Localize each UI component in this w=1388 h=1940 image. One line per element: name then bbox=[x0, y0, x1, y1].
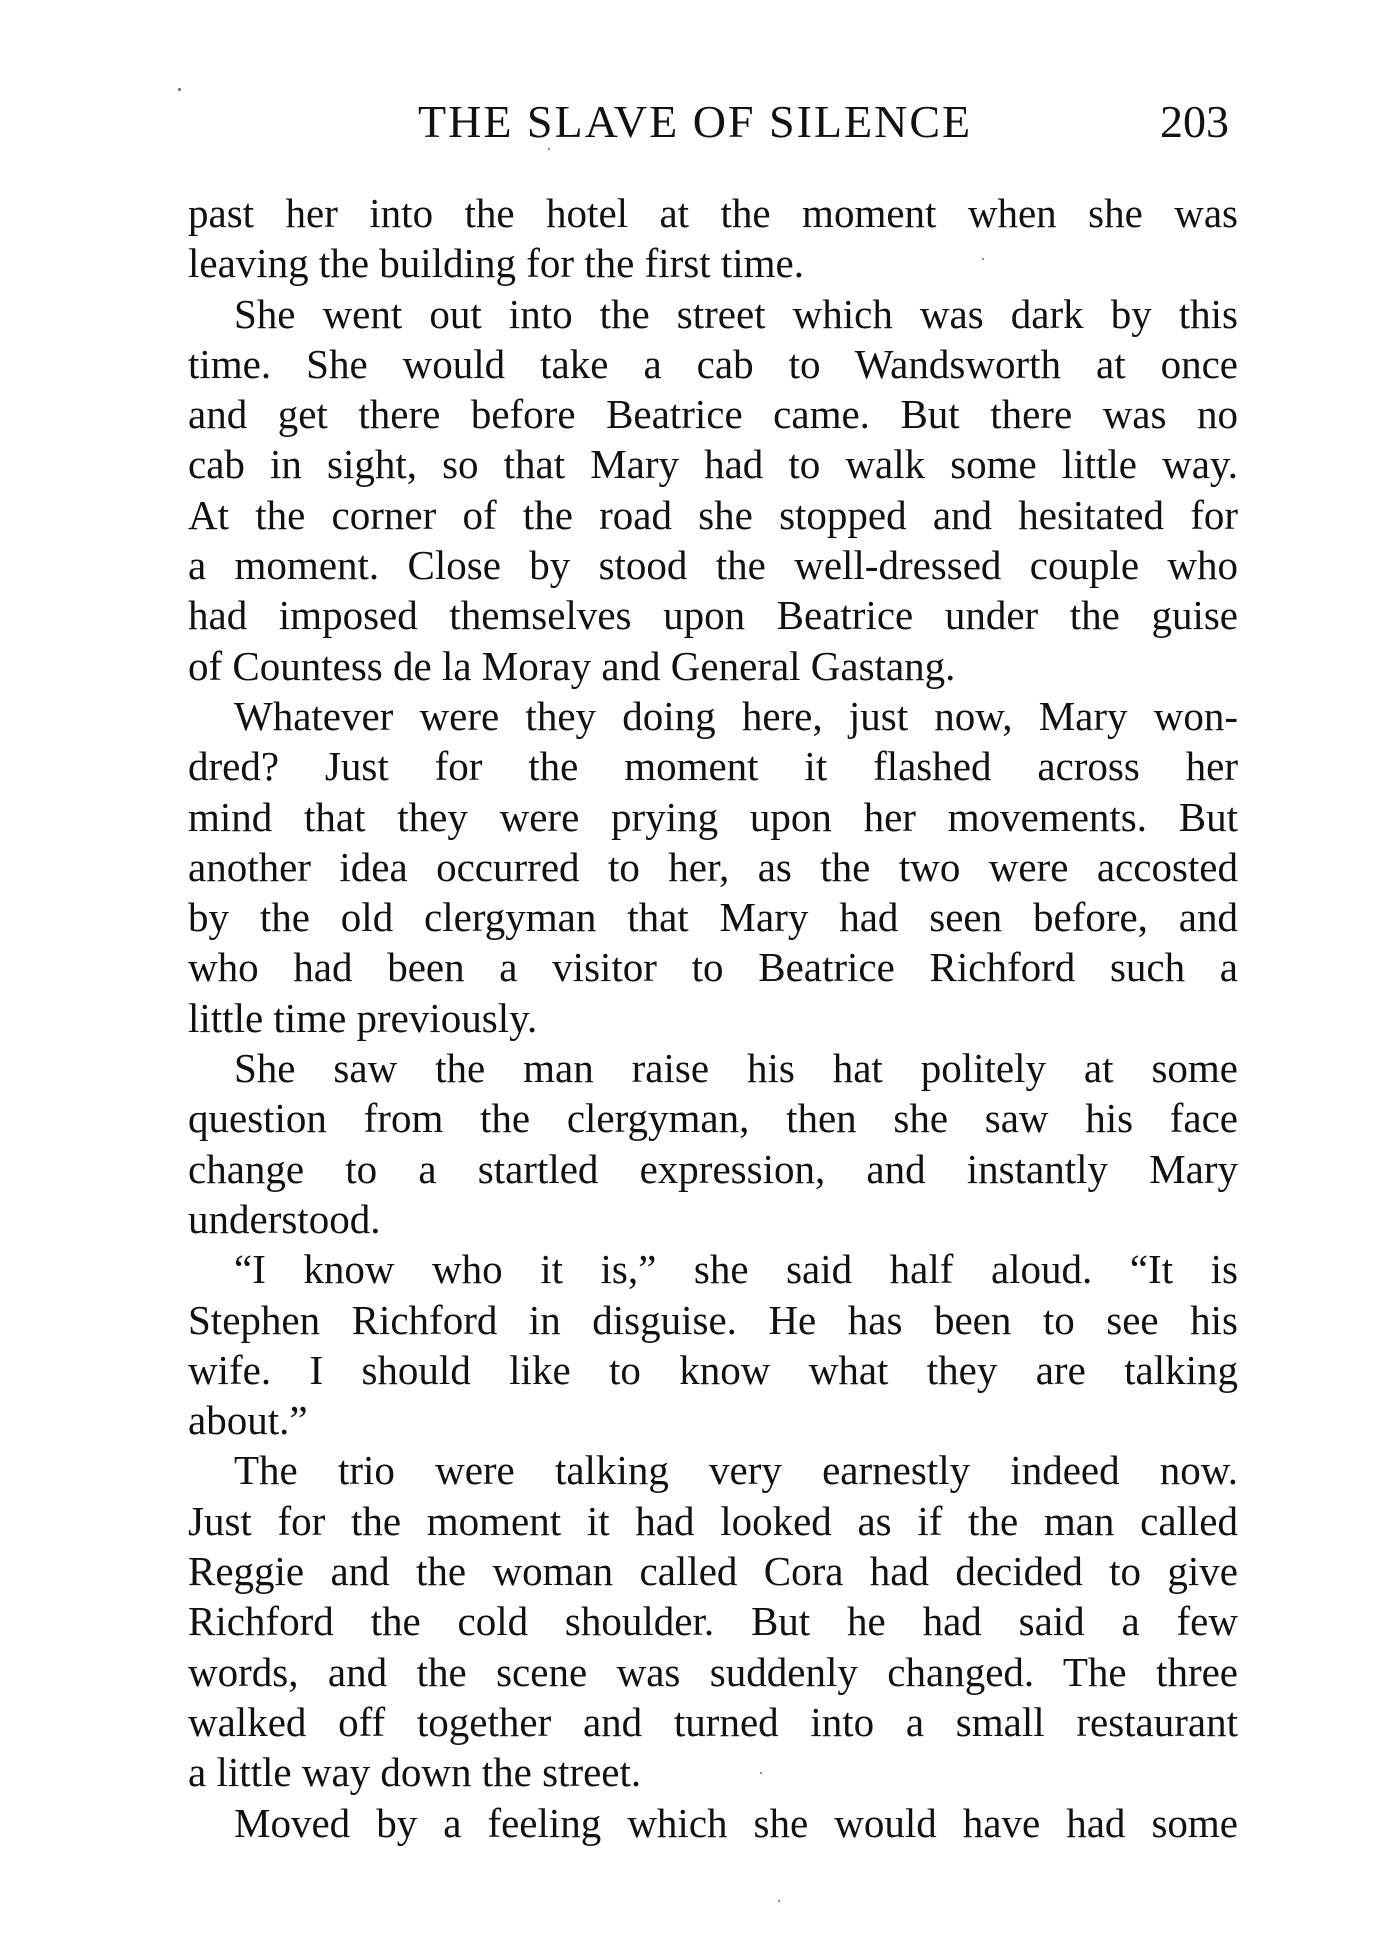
paper-speck bbox=[178, 88, 181, 91]
paper-speck bbox=[760, 1772, 762, 1774]
page-number: 203 bbox=[1160, 96, 1229, 147]
text-line: Reggie and the woman called Cora had decided to give bbox=[188, 1548, 1238, 1595]
paper-speck bbox=[778, 1900, 780, 1902]
body-text bbox=[188, 188, 1238, 1848]
running-head bbox=[190, 92, 1235, 152]
text-line: past her into the hotel at the moment when she was bbox=[188, 190, 1238, 236]
text-line: “I know who it is,” she said half aloud. “It is bbox=[234, 1246, 1238, 1293]
text-line: Just for the moment it had looked as if the man called bbox=[188, 1497, 1238, 1544]
text-line: another idea occurred to her, as the two were accosted bbox=[188, 843, 1238, 890]
text-line: leaving the building for the first time. bbox=[188, 240, 805, 287]
text-line: The trio were talking very earnestly indeed now. bbox=[234, 1447, 1238, 1494]
text-line: dred? Just for the moment it flashed across her bbox=[188, 743, 1238, 790]
text-line: question from the clergyman, then she saw his face bbox=[188, 1095, 1238, 1142]
text-line: words, and the scene was suddenly changed. The three bbox=[188, 1648, 1238, 1695]
text-line: Moved by a feeling which she would have had some bbox=[234, 1799, 1238, 1846]
text-line: She went out into the street which was dark by this bbox=[234, 290, 1238, 337]
text-line: Whatever were they doing here, just now, Mary won- bbox=[234, 692, 1238, 739]
text-line: of Countess de la Moray and General Gastang. bbox=[188, 642, 956, 689]
text-line: At the corner of the road she stopped and hesitated for bbox=[188, 491, 1238, 538]
text-line: and get there before Beatrice came. But there was no bbox=[188, 391, 1238, 438]
paper-speck bbox=[548, 148, 550, 150]
text-line: understood. bbox=[188, 1195, 381, 1242]
text-line: about.” bbox=[188, 1397, 308, 1444]
text-line: cab in sight, so that Mary had to walk some little way. bbox=[188, 441, 1238, 488]
text-line: by the old clergyman that Mary had seen before, and bbox=[188, 894, 1238, 941]
text-line: time. She would take a cab to Wandsworth at once bbox=[188, 340, 1238, 387]
text-line: had imposed themselves upon Beatrice under the guise bbox=[188, 592, 1238, 639]
text-line: who had been a visitor to Beatrice Richford such a bbox=[188, 944, 1238, 991]
text-line: little time previously. bbox=[188, 994, 538, 1041]
text-line: a little way down the street. bbox=[188, 1749, 642, 1796]
text-line: wife. I should like to know what they are talking bbox=[188, 1346, 1238, 1393]
paper-speck bbox=[982, 258, 984, 260]
text-line: change to a startled expression, and instantly Mary bbox=[188, 1145, 1238, 1192]
text-line: walked off together and turned into a small restaurant bbox=[188, 1698, 1238, 1745]
text-line: a moment. Close by stood the well-dressed couple who bbox=[188, 542, 1238, 589]
text-line: Richford the cold shoulder. But he had said a few bbox=[188, 1598, 1238, 1645]
text-line: Stephen Richford in disguise. He has been to see his bbox=[188, 1296, 1238, 1343]
text-line: mind that they were prying upon her movements. But bbox=[188, 793, 1238, 840]
running-title: THE SLAVE OF SILENCE bbox=[418, 96, 973, 147]
text-line: She saw the man raise his hat politely at some bbox=[234, 1045, 1238, 1092]
